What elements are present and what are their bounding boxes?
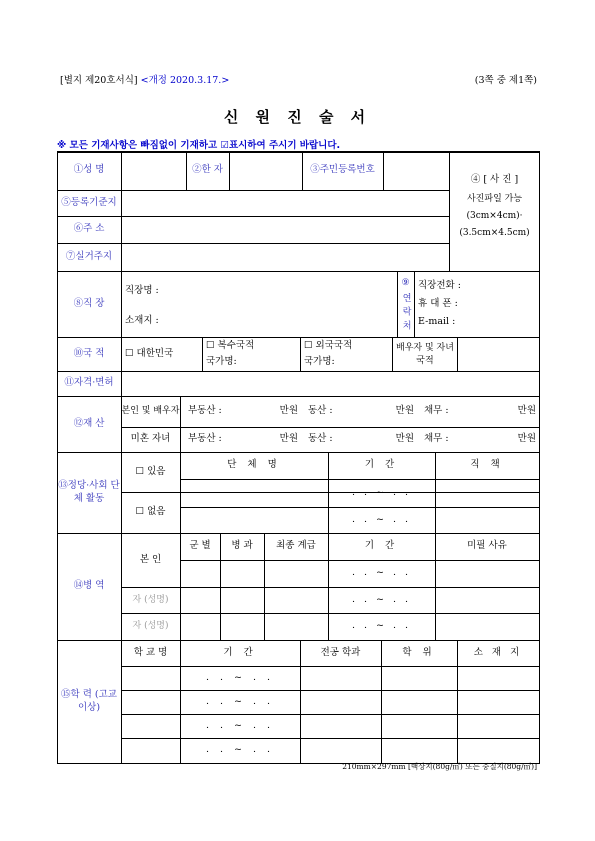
military-period-3[interactable]: . . ~ . . [351, 620, 412, 632]
military-branch-header: 군 별 [189, 540, 211, 552]
military-period-2[interactable]: . . ~ . . [351, 593, 412, 605]
multi-nationality-checkbox[interactable]: ☐ 복수국적 [206, 339, 255, 351]
registry-label: ⑤등록기준지 [61, 196, 117, 208]
edu-period-3[interactable]: . . ~ . . [205, 719, 275, 731]
edu-school-header: 학 교 명 [133, 646, 168, 658]
work-label: ⑧직 장 [73, 297, 105, 309]
mobile-field[interactable]: 휴 대 폰 : [418, 297, 458, 309]
movable-label-1: 동산 : [308, 405, 333, 417]
realestate-label-1: 부동산 : [188, 405, 222, 417]
foreign-nationality-checkbox[interactable]: ☐ 외국국적 [304, 339, 353, 351]
military-period-header: 기 간 [364, 540, 399, 552]
paper-spec-footer: 210mm×297mm [백상지(80g/㎡) 또는 중질지(80g/㎡)] [342, 762, 537, 771]
photo-note-3: (3.5cm×4.5cm) [459, 227, 530, 238]
movable-label-2: 동산 : [308, 433, 333, 445]
military-child2-label: 자 (성명) [132, 621, 169, 632]
hanja-label: ②한 자 [192, 164, 223, 176]
name-input[interactable] [122, 151, 186, 190]
assets-self-spouse-label: 본인 및 배우자 [121, 406, 180, 417]
military-label: ⑭병 역 [73, 580, 105, 592]
edu-degree-header: 학 위 [402, 646, 436, 658]
military-type-header: 병 과 [231, 540, 253, 552]
military-rank-header: 최종 계급 [276, 540, 316, 552]
photo-note-1: 사진파일 가능 [466, 193, 523, 204]
edu-location-header: 소 재 지 [473, 646, 523, 658]
realestate-unit-2[interactable]: 만원 [279, 433, 298, 445]
foreign-country-field[interactable]: 국가명: [304, 355, 335, 367]
company-location-field[interactable]: 소재지 : [125, 314, 159, 326]
debt-label-2: 채무 : [424, 433, 449, 445]
address-label: ⑥주 소 [73, 223, 105, 235]
spouse-nationality-label: 배우자 및 자녀 국적 [396, 343, 454, 366]
rrn-input[interactable] [384, 151, 449, 190]
debt-label-1: 채무 : [424, 405, 449, 417]
party-role-header: 직 책 [470, 459, 504, 471]
debt-unit-2[interactable]: 만원 [517, 433, 536, 445]
debt-unit-1[interactable]: 만원 [517, 405, 536, 417]
form-title: 신 원 진 술 서 [223, 108, 372, 126]
party-activity-label: ⑬정당·사회 단체 활동 [58, 479, 120, 504]
hanja-input[interactable] [230, 151, 302, 190]
party-org-header: 단 체 명 [227, 459, 281, 471]
contact-label: ⑨ 연 락 처 [400, 277, 411, 331]
movable-unit-1[interactable]: 만원 [395, 405, 414, 417]
assets-children-label: 미혼 자녀 [130, 433, 171, 445]
page-info: (3쪽 중 제1쪽) [474, 75, 537, 86]
party-no-checkbox[interactable]: ☐ 없음 [135, 506, 166, 518]
registry-input[interactable] [122, 191, 449, 216]
party-period-1[interactable]: . . ~ . . [351, 486, 412, 498]
table-right-border [539, 151, 540, 763]
work-phone-field[interactable]: 직장전화 : [418, 279, 461, 291]
form-number [60, 72, 229, 86]
edu-period-header: 기 간 [223, 646, 257, 658]
military-self-label: 본 인 [139, 553, 162, 565]
photo-note-2: (3cm×4cm)· [466, 210, 523, 221]
license-input[interactable] [122, 372, 539, 396]
realestate-unit-1[interactable]: 만원 [279, 405, 298, 417]
grid-line [180, 396, 181, 452]
nationality-label: ⑩국 적 [73, 347, 105, 359]
license-label: ⑪자격·면허 [64, 377, 114, 389]
realestate-label-2: 부동산 : [188, 433, 222, 445]
revision-date: <개정 2020.3.17.> [140, 75, 230, 86]
photo-title: ④ [ 사 진 ] [470, 173, 519, 185]
rrn-label: ③주민등록번호 [310, 164, 375, 176]
party-period-header: 기 간 [364, 459, 399, 471]
name-label: ①성 명 [73, 164, 105, 176]
company-name-field[interactable]: 직장명 : [125, 284, 159, 296]
residence-label: ⑦실거주지 [65, 250, 113, 262]
instruction-notice: ※ 모든 기재사항은 빠짐없이 기재하고 ☑표시하여 주시기 바랍니다. [57, 140, 341, 151]
party-yes-checkbox[interactable]: ☐ 있음 [135, 465, 166, 477]
movable-unit-2[interactable]: 만원 [395, 433, 414, 445]
form-number-text: [별지 제20호서식] [60, 75, 138, 86]
grid-line [57, 271, 539, 272]
email-field[interactable]: E-mail : [418, 315, 456, 327]
military-period-1[interactable]: . . ~ . . [351, 567, 412, 579]
korea-checkbox[interactable]: ☐ 대한민국 [125, 347, 174, 359]
spouse-nationality-input[interactable] [458, 338, 539, 371]
military-exempt-header: 미필 사유 [467, 540, 507, 552]
edu-period-1[interactable]: . . ~ . . [205, 671, 275, 683]
education-label: ⑮학 력 (고교이상) [61, 688, 117, 713]
military-child1-label: 자 (성명) [132, 594, 169, 605]
address-input[interactable] [122, 217, 449, 243]
edu-major-header: 전공 학과 [320, 646, 361, 658]
edu-period-2[interactable]: . . ~ . . [205, 695, 275, 707]
edu-period-4[interactable]: . . ~ . . [205, 744, 275, 756]
assets-label: ⑫재 산 [73, 417, 105, 429]
residence-input[interactable] [122, 244, 449, 271]
multi-country-field[interactable]: 국가명: [206, 355, 237, 367]
party-period-2[interactable]: . . ~ . . [351, 513, 412, 525]
